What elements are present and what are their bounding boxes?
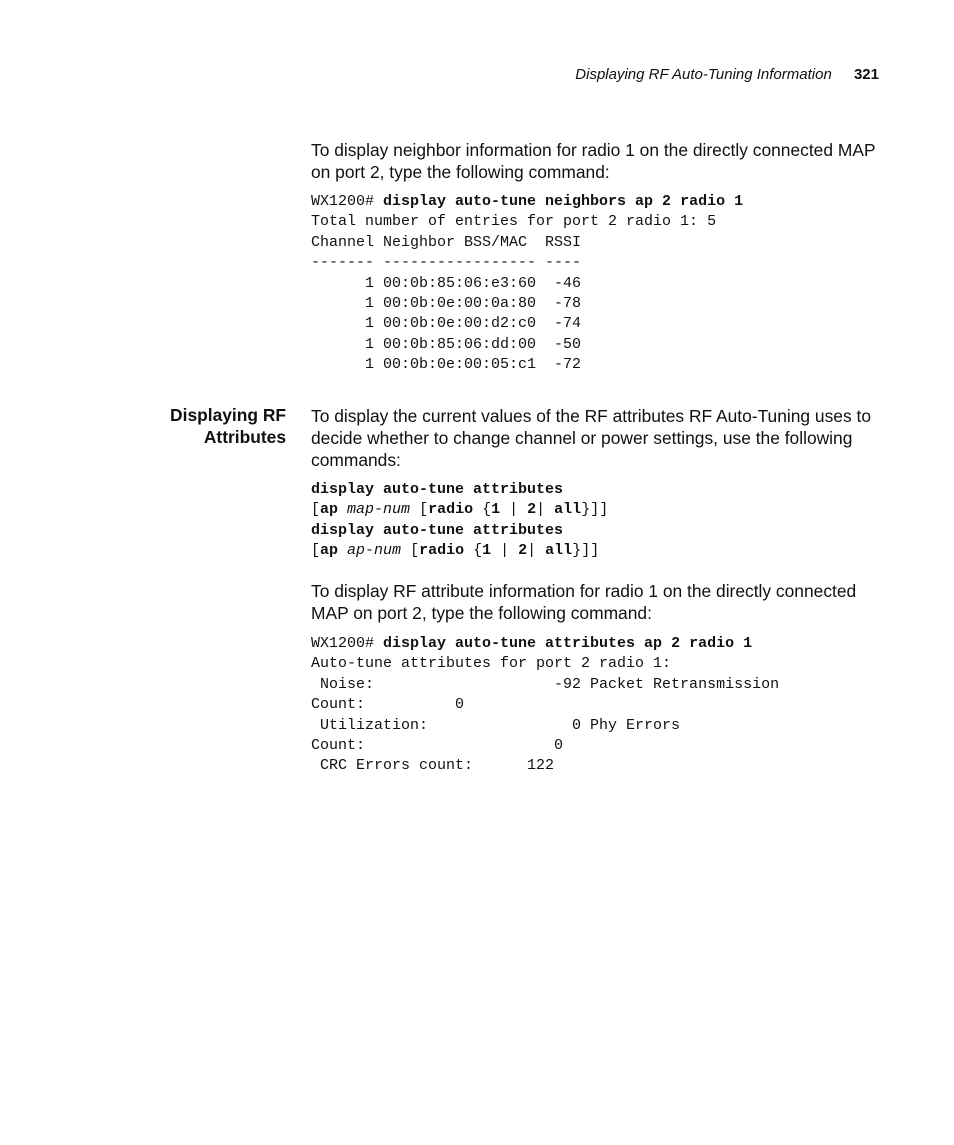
output-line: Utilization: 0 Phy Errors bbox=[311, 716, 681, 734]
output-line: Noise: -92 Packet Retransmission bbox=[311, 675, 780, 693]
output-line: Count: 0 bbox=[311, 737, 564, 755]
output-line: ------- ----------------- ---- bbox=[311, 254, 582, 272]
attributes-command: display auto-tune attributes ap 2 radio 1 bbox=[383, 635, 753, 652]
section-heading-line: Attributes bbox=[203, 427, 286, 447]
syntax-param: map-num bbox=[347, 501, 411, 519]
output-line: Channel Neighbor BSS/MAC RSSI bbox=[311, 233, 582, 251]
syntax-block bbox=[311, 480, 608, 562]
section-paragraph: To display the current values of the RF attributes RF Auto-Tuning uses to decide whether to change channel or power settings, use the following commands: bbox=[311, 406, 871, 470]
attributes-paragraph: To display RF attribute information for radio 1 on the directly connected MAP on port 2, type the following command: bbox=[311, 581, 857, 623]
neighbors-command-line bbox=[311, 192, 743, 212]
intro-paragraph: To display neighbor information for radio 1 on the directly connected MAP on port 2, type the following command: bbox=[311, 140, 876, 182]
output-line: 1 00:0b:0e:00:0a:80 -78 bbox=[311, 295, 582, 313]
syntax-param: ap-num bbox=[347, 542, 402, 560]
output-line: CRC Errors count: 122 bbox=[311, 757, 555, 775]
section-heading-line: Displaying RF bbox=[170, 405, 286, 425]
neighbors-prompt: WX1200# bbox=[311, 193, 384, 210]
section-heading bbox=[170, 404, 286, 448]
output-line: 1 00:0b:85:06:e3:60 -46 bbox=[311, 274, 582, 292]
neighbors-code-block bbox=[311, 192, 743, 376]
syntax-command: display auto-tune attributes bbox=[311, 521, 564, 539]
syntax-options: [ap ap-num [radio {1 | 2| all}]] bbox=[311, 542, 600, 560]
output-line: Auto-tune attributes for port 2 radio 1: bbox=[311, 655, 672, 673]
header-title: Displaying RF Auto-Tuning Information bbox=[575, 66, 832, 83]
output-line: 1 00:0b:0e:00:05:c1 -72 bbox=[311, 356, 582, 374]
running-header bbox=[575, 66, 879, 83]
neighbors-command: display auto-tune neighbors ap 2 radio 1 bbox=[383, 193, 744, 210]
attributes-command-line bbox=[311, 634, 779, 654]
attributes-code-block bbox=[311, 634, 779, 777]
attributes-prompt: WX1200# bbox=[311, 635, 384, 652]
output-line: Count: 0 bbox=[311, 696, 465, 714]
output-line: 1 00:0b:85:06:dd:00 -50 bbox=[311, 335, 582, 353]
page-number: 321 bbox=[853, 66, 879, 83]
output-line: Total number of entries for port 2 radio 1: 5 bbox=[311, 213, 717, 231]
output-line: 1 00:0b:0e:00:d2:c0 -74 bbox=[311, 315, 582, 333]
syntax-command: display auto-tune attributes bbox=[311, 481, 564, 498]
syntax-options: [ap map-num [radio {1 | 2| all}]] bbox=[311, 501, 609, 519]
